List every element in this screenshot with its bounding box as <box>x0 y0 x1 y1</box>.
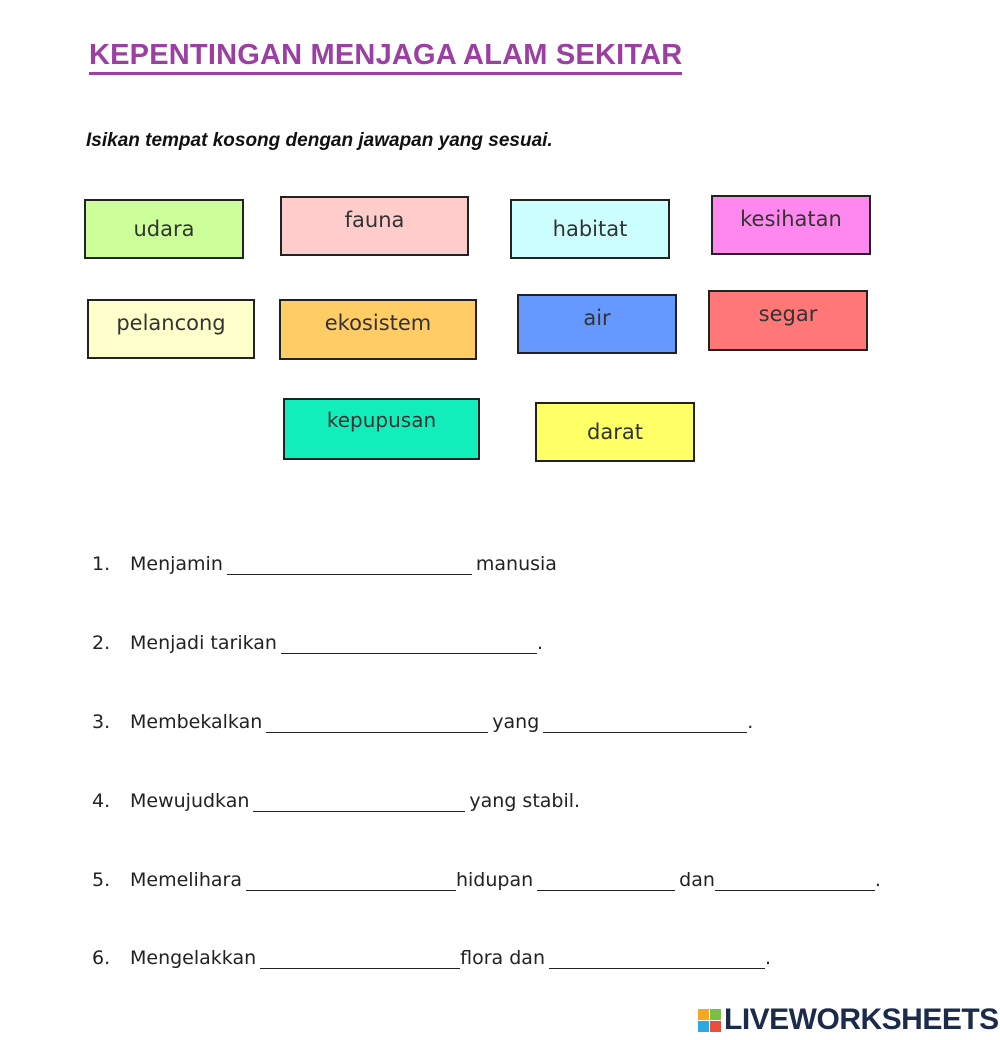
answer-blank[interactable] <box>281 634 537 654</box>
question-text: Membekalkan <box>130 711 263 733</box>
liveworksheets-logo-icon <box>698 1009 721 1032</box>
question-text: yang stabil. <box>469 790 581 812</box>
word-chip-air[interactable]: air <box>517 294 677 354</box>
word-chip-kesihatan[interactable]: kesihatan <box>711 195 871 255</box>
worksheet-title: KEPENTINGAN MENJAGA ALAM SEKITAR <box>89 38 682 75</box>
question-1 <box>92 553 557 575</box>
liveworksheets-logo[interactable] <box>698 1003 999 1037</box>
question-number: 5. <box>92 869 111 891</box>
question-number: 2. <box>92 632 111 654</box>
question-text: yang <box>492 711 540 733</box>
question-number: 4. <box>92 790 111 812</box>
question-6 <box>92 947 771 969</box>
question-text: dan <box>679 869 715 891</box>
question-text: Menjamin <box>130 553 223 575</box>
word-chip-pelancong[interactable]: pelancong <box>87 299 255 359</box>
logo-text: LIVEWORKSHEETS <box>724 1003 999 1036</box>
question-text: Mewujudkan <box>130 790 250 812</box>
word-chip-ekosistem[interactable]: ekosistem <box>279 299 477 360</box>
question-text: manusia <box>475 553 557 575</box>
question-text: . <box>536 632 544 654</box>
word-chip-kepupusan[interactable]: kepupusan <box>283 398 480 460</box>
question-4 <box>92 790 580 812</box>
question-text: Menjadi tarikan <box>130 632 277 654</box>
question-text: Memelihara <box>130 869 242 891</box>
question-number: 1. <box>92 553 111 575</box>
answer-blank[interactable] <box>260 949 460 969</box>
answer-blank[interactable] <box>537 871 675 891</box>
answer-blank[interactable] <box>543 713 747 733</box>
answer-blank[interactable] <box>227 555 472 575</box>
question-2 <box>92 632 543 654</box>
answer-blank[interactable] <box>246 871 456 891</box>
question-text: . <box>874 869 881 891</box>
word-chip-darat[interactable]: darat <box>535 402 695 462</box>
word-chip-udara[interactable]: udara <box>84 199 244 259</box>
answer-blank[interactable] <box>549 949 765 969</box>
question-text: flora dan <box>460 947 545 969</box>
answer-blank[interactable] <box>266 713 488 733</box>
question-number: 6. <box>92 947 111 969</box>
question-text: . <box>747 711 754 733</box>
question-5 <box>92 869 881 891</box>
answer-blank[interactable] <box>253 792 465 812</box>
question-text: . <box>765 947 772 969</box>
instruction-text: Isikan tempat kosong dengan jawapan yang sesuai. <box>86 130 553 151</box>
question-3 <box>92 711 753 733</box>
word-chip-segar[interactable]: segar <box>708 290 868 351</box>
word-chip-fauna[interactable]: fauna <box>280 196 469 256</box>
word-chip-habitat[interactable]: habitat <box>510 199 670 259</box>
question-number: 3. <box>92 711 111 733</box>
answer-blank[interactable] <box>715 871 875 891</box>
question-text: Mengelakkan <box>130 947 257 969</box>
question-text: hidupan <box>455 869 534 891</box>
